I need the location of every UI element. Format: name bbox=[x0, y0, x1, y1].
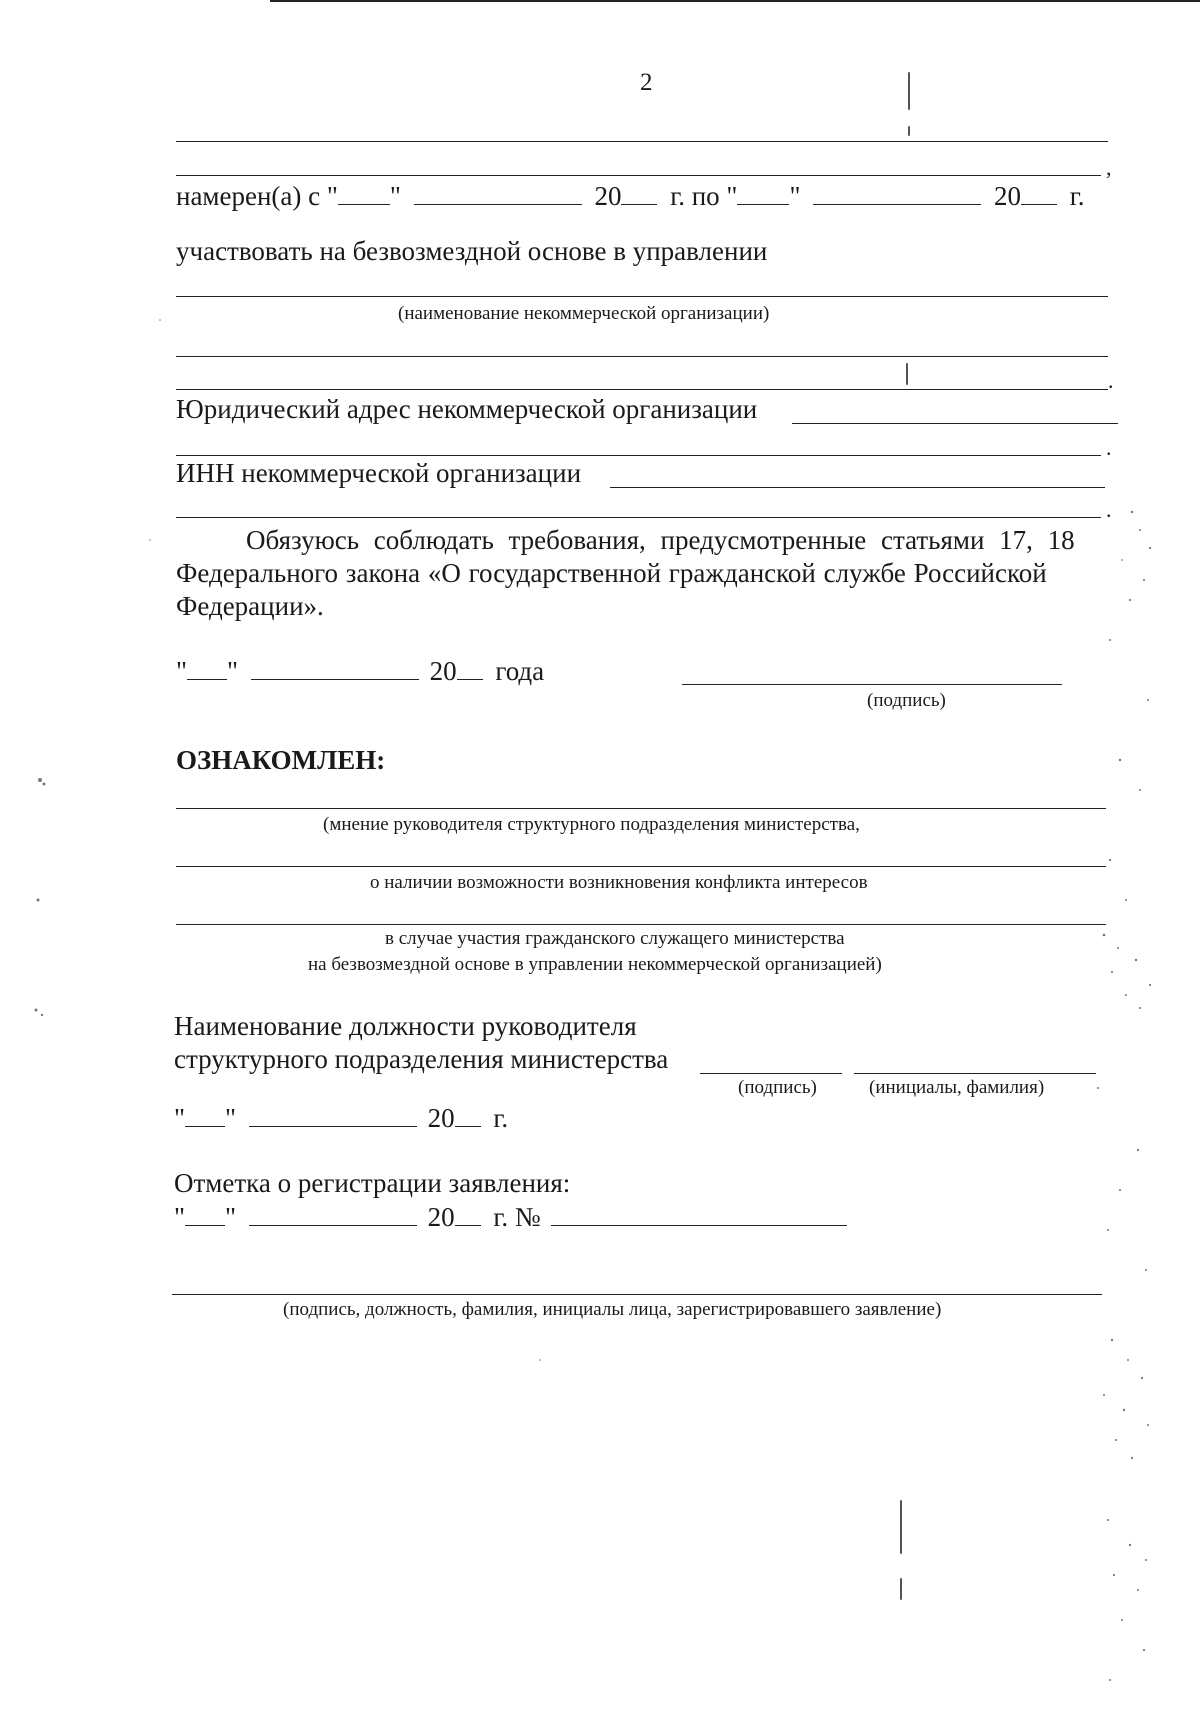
head-date-g: г. bbox=[493, 1103, 509, 1133]
date-year-word: года bbox=[495, 656, 545, 686]
acquainted-heading: ОЗНАКОМЛЕН: bbox=[176, 745, 386, 775]
reg-quote-open: " bbox=[174, 1202, 186, 1232]
date-year: 20 bbox=[429, 656, 457, 686]
head-name-caption: (инициалы, фамилия) bbox=[869, 1077, 1045, 1098]
acquainted-caption-4: на безвозмездной основе в управлении некоммерческой организацией) bbox=[308, 954, 882, 975]
page-number: 2 bbox=[640, 69, 653, 96]
reg-year: 20 bbox=[427, 1202, 455, 1232]
period: . bbox=[1106, 435, 1112, 460]
head-position-line-2: структурного подразделения министерства bbox=[174, 1044, 669, 1074]
intent-quote2: " bbox=[789, 181, 801, 211]
date-quote-close: " bbox=[227, 656, 239, 686]
intent-year2: 20 bbox=[993, 181, 1021, 211]
intent-year1: 20 bbox=[594, 181, 622, 211]
acquainted-caption-1: (мнение руководителя структурного подразделения министерства, bbox=[323, 814, 860, 835]
date-quote-open: " bbox=[176, 656, 188, 686]
acquainted-caption-3: в случае участия гражданского служащего министерства bbox=[385, 928, 845, 949]
reg-quote-close: " bbox=[225, 1202, 237, 1232]
intent-quote1: " bbox=[389, 181, 401, 211]
obligation-line-2: Федерального закона «О государственной гражданской службе Российской bbox=[176, 558, 1047, 588]
participate-text: участвовать на безвозмездной основе в управлении bbox=[176, 236, 768, 266]
registration-caption: (подпись, должность, фамилия, инициалы лица, зарегистрировавшего заявление) bbox=[283, 1299, 942, 1320]
signature-caption: (подпись) bbox=[867, 690, 946, 711]
period: . bbox=[1106, 497, 1112, 522]
head-date-year: 20 bbox=[427, 1103, 455, 1133]
head-date-quote-open: " bbox=[174, 1103, 186, 1133]
head-signature-caption: (подпись) bbox=[738, 1077, 817, 1098]
obligation-line-1: Обязуюсь соблюдать требования, предусмотренные статьями 17, 18 bbox=[246, 525, 1075, 555]
head-date-quote-close: " bbox=[225, 1103, 237, 1133]
obligation-line-3: Федерации». bbox=[176, 591, 324, 621]
intent-g-end: г. bbox=[1069, 181, 1085, 211]
period: . bbox=[1108, 368, 1114, 393]
inn-label: ИНН некоммерческой организации bbox=[176, 458, 582, 488]
org-name-caption: (наименование некоммерческой организации) bbox=[398, 303, 770, 324]
head-position-line-1: Наименование должности руководителя bbox=[174, 1011, 637, 1041]
comma: , bbox=[1106, 155, 1112, 180]
reg-g-no: г. № bbox=[493, 1202, 541, 1232]
registration-label: Отметка о регистрации заявления: bbox=[174, 1168, 571, 1198]
legal-address-label: Юридический адрес некоммерческой организации bbox=[176, 394, 758, 424]
acquainted-caption-2: о наличии возможности возникновения конфликта интересов bbox=[370, 872, 868, 893]
intent-prefix: намерен(а) с " bbox=[176, 181, 338, 211]
intent-g-po: г. по " bbox=[670, 181, 738, 211]
